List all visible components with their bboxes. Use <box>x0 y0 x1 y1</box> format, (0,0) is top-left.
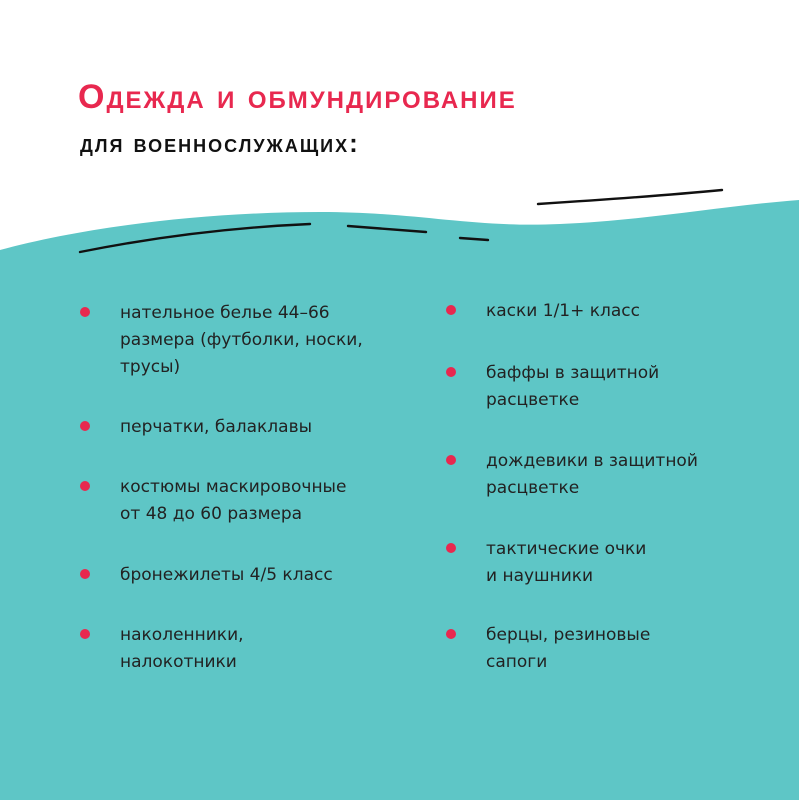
bullet-dot <box>80 629 90 639</box>
page-title: Одежда и обмундирование <box>78 78 517 116</box>
list-item-text: каски 1/1+ класс <box>486 301 641 321</box>
list-item-text: бронежилеты 4/5 класс <box>120 565 333 585</box>
list-item-text: наколенники, налокотники <box>120 625 244 672</box>
bullet-dot <box>446 543 456 553</box>
bullet-dot <box>446 455 456 465</box>
list-item-text: перчатки, балаклавы <box>120 417 313 437</box>
wave-line-top <box>538 190 722 204</box>
list-item-text: нательное белье 44–66 размера (футболки, носки, трусы) <box>120 303 363 377</box>
list-item-text: костюмы маскировочные от 48 до 60 размера <box>120 477 347 524</box>
bullet-dot <box>80 421 90 431</box>
bullet-dot <box>80 307 90 317</box>
bullet-dot <box>446 629 456 639</box>
bullet-dot <box>446 367 456 377</box>
bullet-dot <box>80 569 90 579</box>
list-item-text: дождевики в защитной расцветке <box>486 451 698 498</box>
list-item-text: берцы, резиновые сапоги <box>486 625 651 672</box>
page-subtitle: для военнослужащих: <box>80 128 360 158</box>
list-item-text: баффы в защитной расцветке <box>486 363 660 410</box>
list-item-text: тактические очки и наушники <box>486 539 647 586</box>
bullet-dot <box>80 481 90 491</box>
bullet-dot <box>446 305 456 315</box>
